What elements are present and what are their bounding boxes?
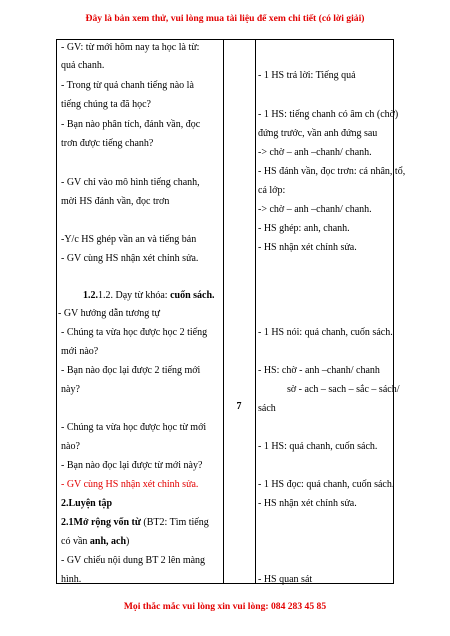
text-line: sách <box>258 403 276 414</box>
text-line: -Y/c HS ghép vần an và tiếng bản <box>61 234 197 245</box>
text-line: nào? <box>61 441 80 452</box>
text-line: - HS: chờ - anh –chanh/ chanh <box>258 365 380 376</box>
text-line: - 1 HS đọc: quả chanh, cuốn sách. <box>258 479 395 490</box>
contact-banner: Mọi thắc mắc vui lòng xin vui lòng: 084 283 45 85 <box>123 601 327 612</box>
text-line: -> chờ – anh –chanh/ chanh. <box>258 204 372 215</box>
text-line: mời HS đánh vần, đọc trơn <box>61 196 170 207</box>
text-line: - Chúng ta vừa học được học từ mới <box>61 422 207 433</box>
teacher-activities-column <box>57 40 223 583</box>
subsection-note: (BT2: Tìm tiếng <box>140 517 209 528</box>
text-line: cả lớp: <box>258 185 286 196</box>
text-line: - Chúng ta vừa học được học 2 tiếng <box>61 327 208 338</box>
text-line: - 1 HS: quả chanh, cuốn sách. <box>258 441 378 452</box>
text-line: - 1 HS trả lời: Tiếng quả <box>258 70 356 81</box>
text-line: - GV hướng dẫn tương tự <box>58 308 160 319</box>
text-line: - HS nhận xét chỉnh sửa. <box>258 498 357 509</box>
text-line: - Trong từ quả chanh tiếng nào là <box>61 80 194 91</box>
text-line: - HS quan sát <box>258 574 313 585</box>
section-heading-2: 2.Luyện tập <box>61 498 113 509</box>
section-label: 1.2. Dạy từ khóa: <box>98 290 171 301</box>
text-line: đứng trước, vần anh đứng sau <box>258 128 378 139</box>
text-line: này? <box>61 384 80 395</box>
text-line: - 1 HS: tiếng chanh có âm ch (chờ) <box>258 109 399 120</box>
preview-notice-banner: Đây là bản xem thử, vui lòng mua tài liệu để xem chi tiết (có lời giải) <box>85 13 365 24</box>
text-fragment: ) <box>126 536 130 547</box>
text-line-highlight: - GV cùng HS nhận xét chỉnh sửa. <box>61 479 199 490</box>
text-line: hình. <box>61 574 82 585</box>
text-line: -> chờ – anh –chanh/ chanh. <box>258 147 372 158</box>
text-line <box>61 536 129 548</box>
text-line: mới nào? <box>61 346 99 357</box>
text-line: sờ - ach – sach – sắc – sách/ <box>287 384 400 395</box>
section-heading-1-2 <box>83 290 215 302</box>
text-line: - Bạn nào đọc lại được từ mới này? <box>61 460 203 471</box>
text-line: quả chanh. <box>61 60 105 71</box>
text-line: - GV cùng HS nhận xét chỉnh sửa. <box>61 253 199 264</box>
text-line: - Bạn nào đọc lại được 2 tiếng mới <box>61 365 201 376</box>
text-fragment: có vần <box>61 536 90 547</box>
keyword: anh, ach <box>89 536 127 547</box>
text-line: - 1 HS nói: quả chanh, cuốn sách. <box>258 327 393 338</box>
text-line: - GV chỉ vào mô hình tiếng chanh, <box>61 177 200 188</box>
text-line: - GV chiếu nội dung BT 2 lên màng <box>61 555 206 566</box>
section-number: 1.2. <box>83 290 98 301</box>
lesson-plan-table <box>56 39 406 585</box>
text-line: - GV: từ mới hôm nay ta học là từ: <box>61 42 200 53</box>
text-line: - HS nhận xét chỉnh sửa. <box>258 242 357 253</box>
period-number: 7 <box>236 401 242 412</box>
text-line: - HS ghép: anh, chanh. <box>258 223 350 234</box>
text-line: trơn được tiếng chanh? <box>61 138 154 149</box>
text-line: - HS đánh vần, đọc trơn: cá nhân, tổ, <box>258 166 406 177</box>
keyword: cuốn sách. <box>170 290 215 301</box>
text-line: tiếng chúng ta đã học? <box>61 99 151 110</box>
student-activities-column <box>255 40 406 585</box>
subsection-title: 2.1Mở rộng vốn từ <box>61 517 141 528</box>
period-column <box>223 40 255 583</box>
section-heading-2-1 <box>61 517 209 529</box>
text-line: - Bạn nào phân tích, đánh vần, đọc <box>61 119 201 130</box>
